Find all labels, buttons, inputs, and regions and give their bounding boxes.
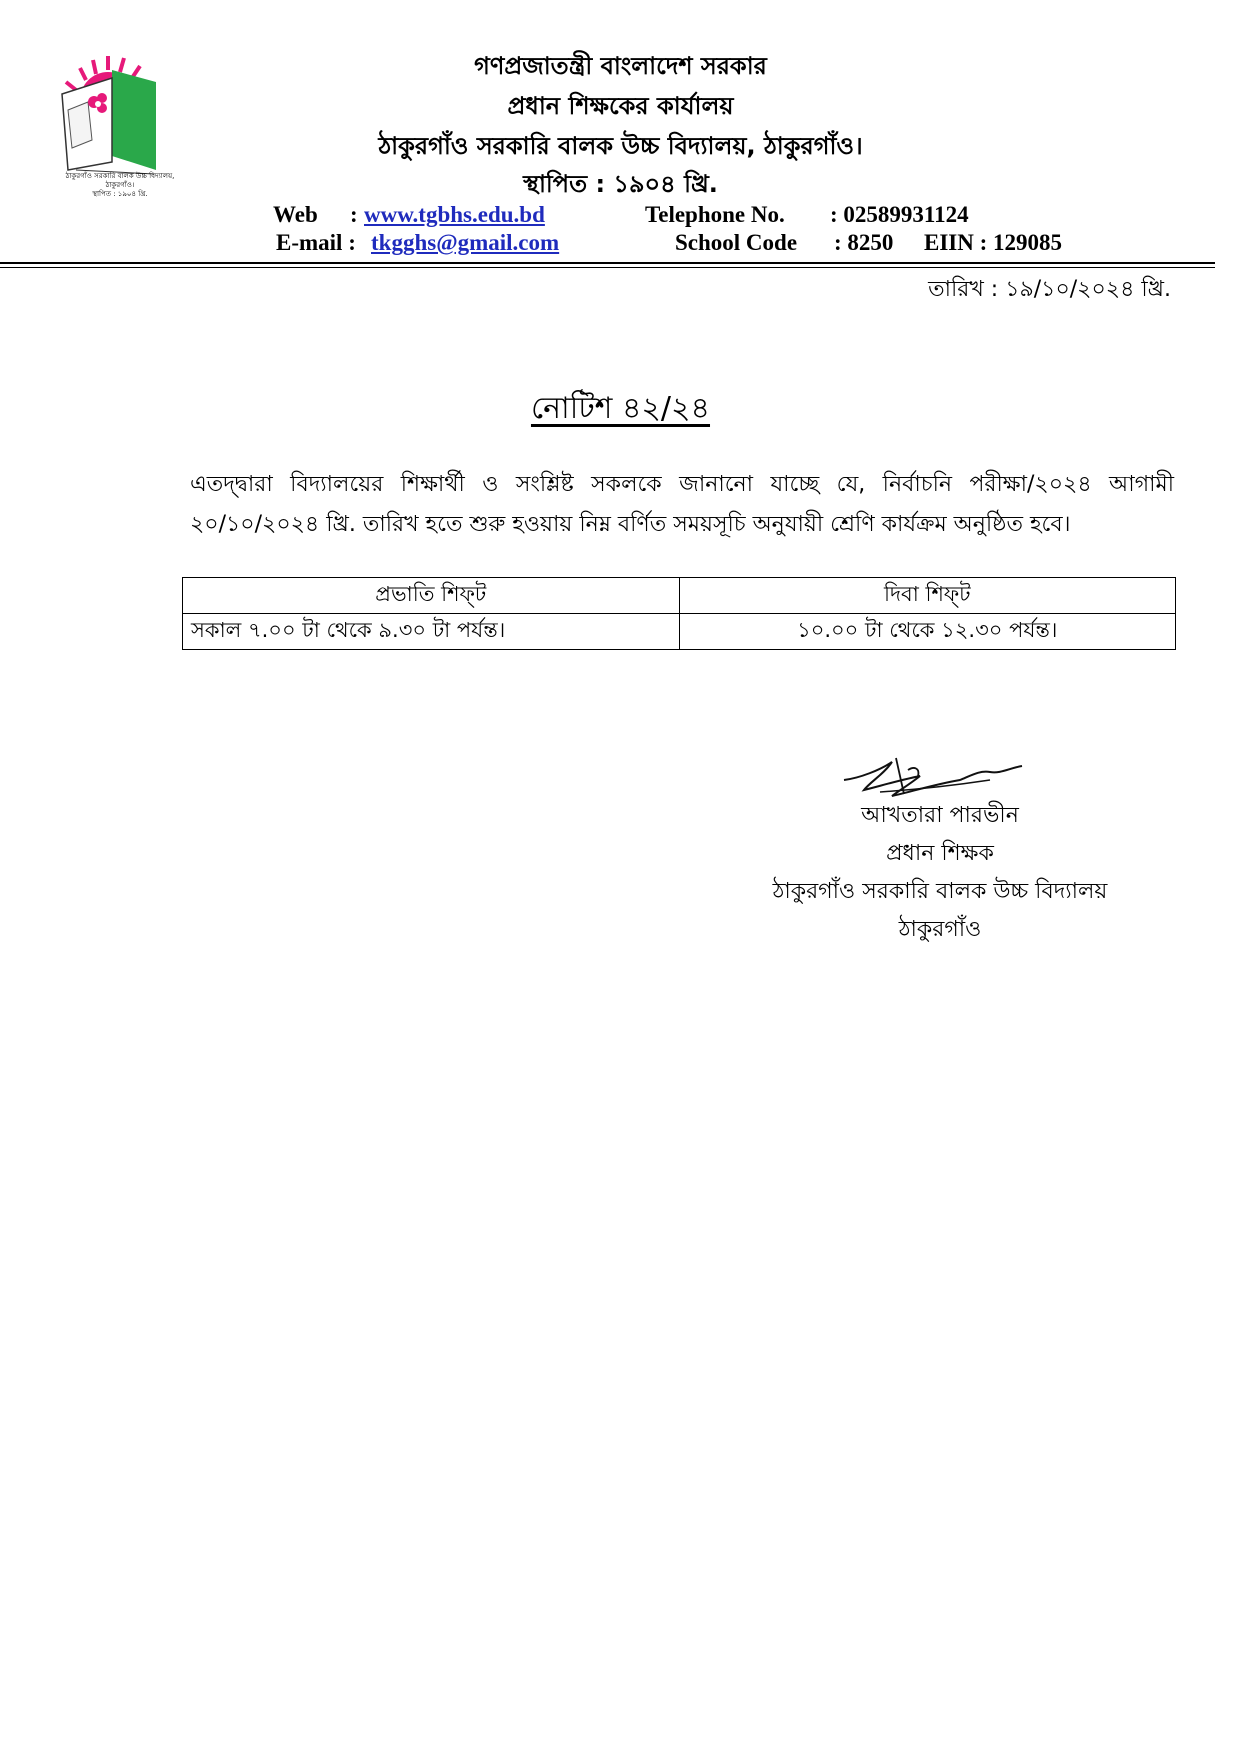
header-rule-thick xyxy=(0,262,1215,264)
school-code-value: : 8250 xyxy=(834,230,894,255)
telephone-label: Telephone No. xyxy=(645,202,785,227)
signatory-name: আখতারা পারভীন xyxy=(861,803,1019,828)
signatory-location: ঠাকুরগাঁও xyxy=(898,917,982,942)
signatory-designation: প্রধান শিক্ষক xyxy=(886,841,994,866)
signatory-institution: ঠাকুরগাঁও সরকারি বালক উচ্চ বিদ্যালয় xyxy=(772,879,1108,904)
header-office: প্রধান শিক্ষকের কার্যালয় xyxy=(507,92,734,120)
table-row xyxy=(183,614,1176,650)
header-established: স্থাপিত : ১৯০৪ খ্রি. xyxy=(523,170,718,198)
header-school-name: ঠাকুরগাঁও সরকারি বালক উচ্চ বিদ্যালয়, ঠাকুরগাঁও। xyxy=(378,132,863,160)
schedule-header-morning: প্রভাতি শিফ্‌ট xyxy=(183,578,680,614)
email-link[interactable]: tkgghs@gmail.com xyxy=(371,230,560,255)
logo-caption-line2: স্থাপিত : ১৯০৪ খ্রি. xyxy=(92,190,148,198)
notice-title-text: নোটিশ ৪২/২৪ xyxy=(530,391,711,426)
notice-date: তারিখ : ১৯/১০/২০২৪ খ্রি. xyxy=(928,277,1171,302)
email-label: E-mail : xyxy=(276,230,356,255)
header-government: গণপ্রজাতন্ত্রী বাংলাদেশ সরকার xyxy=(474,52,767,80)
telephone-value: : 02589931124 xyxy=(830,202,969,227)
web-link[interactable]: www.tgbhs.edu.bd xyxy=(364,202,545,227)
eiin-value: EIIN : 129085 xyxy=(924,230,1063,255)
notice-body: এতদ্দ্বারা বিদ্যালয়ের শিক্ষার্থী ও সংশ্লিষ্ট সকলকে জানানো যাচ্ছে যে, নির্বাচনি পরীক্ষা/২০২৪ আগামী ২০/১০/২০২৪ খ্রি. তারিখ হতে শুরু হওয়ায় নিম্ন বর্ণিত সময়সূচি অনুযায়ী শ্রেণি কার্যক্রম অনুষ্ঠিত হবে। xyxy=(190,472,1174,537)
schedule-cell-morning: সকাল ৭.০০ টা থেকে ৯.৩০ টা পর্যন্ত। xyxy=(183,614,680,650)
schedule-cell-day: ১০.০০ টা থেকে ১২.৩০ পর্যন্ত। xyxy=(679,614,1176,650)
web-label: Web xyxy=(273,202,318,227)
schedule-table xyxy=(182,577,1176,650)
logo-caption-line1: ঠাকুরগাঁও সরকারি বালক উচ্চ বিদ্যালয়, ঠাকুরগাঁও। xyxy=(65,172,175,189)
school-code-label: School Code xyxy=(675,230,798,255)
web-separator: : xyxy=(350,202,358,227)
schedule-header-day: দিবা শিফ্‌ট xyxy=(679,578,1176,614)
header-rule-thin xyxy=(0,267,1215,268)
notice-title xyxy=(0,384,1241,435)
schedule-header-row xyxy=(183,578,1176,614)
